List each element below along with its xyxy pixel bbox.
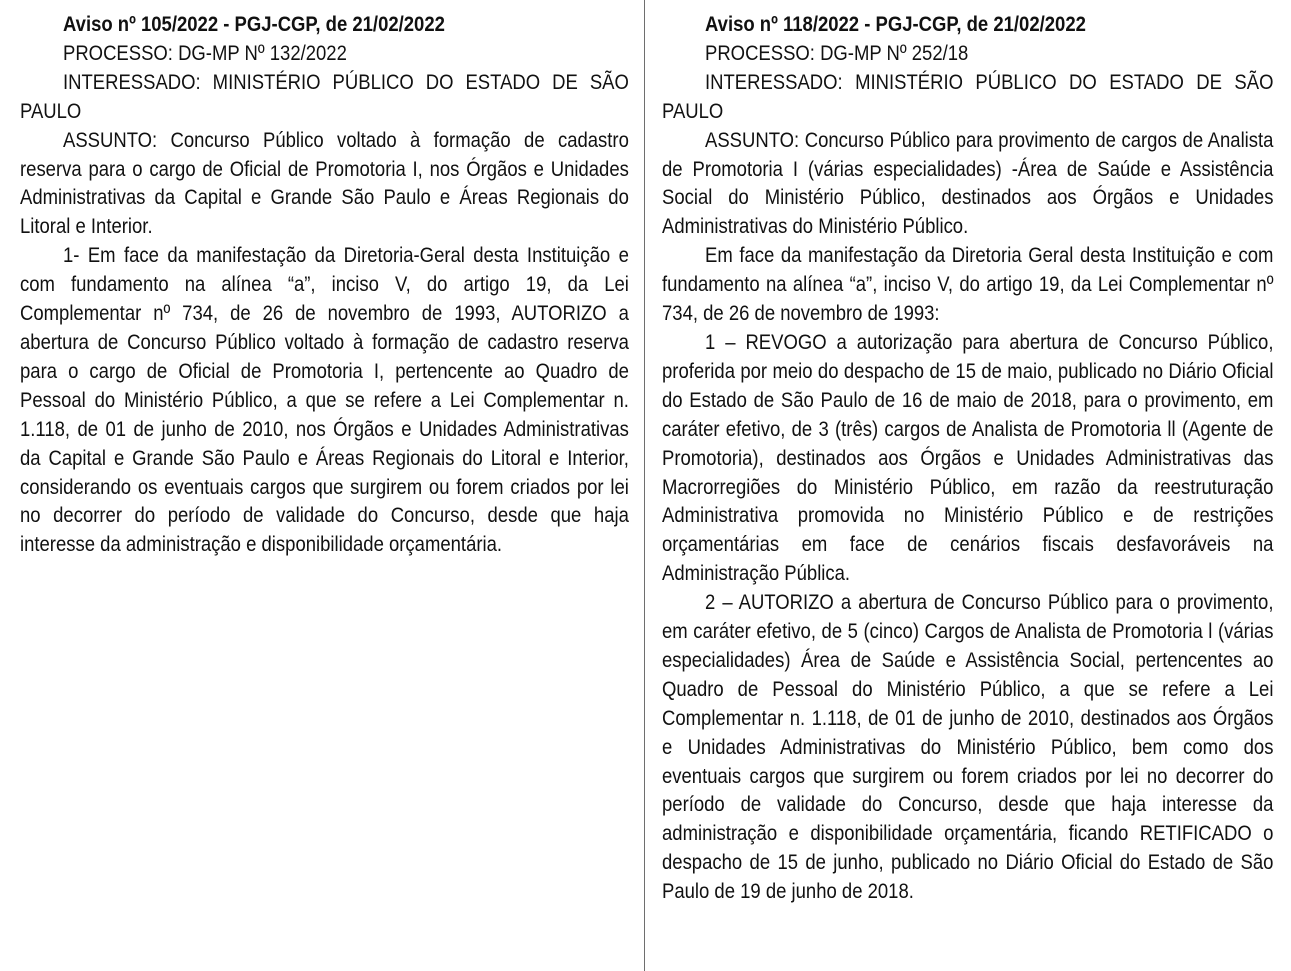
right-column xyxy=(662,10,1273,906)
left-interessado: INTERESSADO: MINISTÉRIO PÚBLICO DO ESTADO DE SÃO PAULO xyxy=(20,69,629,123)
left-assunto: ASSUNTO: Concurso Público voltado à formação de cadastro reserva para o cargo de Oficial de Promotoria I, nos Órgãos e Unidades Administrativas da Capital e Grande São Paulo e Áreas Regionais do Litoral e Interior. xyxy=(20,127,629,239)
left-column xyxy=(20,10,629,559)
right-processo: PROCESSO: DG-MP Nº 252/18 xyxy=(705,40,969,65)
left-processo: PROCESSO: DG-MP Nº 132/2022 xyxy=(63,40,347,65)
right-assunto: ASSUNTO: Concurso Público para provimento de cargos de Analista de Promotoria I (várias especialidades) -Área de Saúde e Assistência Social do Ministério Público, destinados aos Órgãos e Unidades Administrativas do Ministério Público. xyxy=(662,127,1274,239)
left-notice-title: Aviso nº 105/2022 - PGJ-CGP, de 21/02/2022 xyxy=(63,12,445,36)
right-item-1: 1 – REVOGO a autorização para abertura de Concurso Público, proferida por meio do despacho de 15 de maio, publicado no Diário Oficial do Estado de São Paulo de 16 de maio de 2018, para o provimento, em caráter efetivo, de 3 (três) cargos de Analista de Promotoria ll (Agente de Promotoria), destinados aos Órgãos e Unidades Administrativas das Macrorregiões do Ministério Público, em razão da reestruturação Administrativa promovida no Ministério Público e de restrições orçamentárias em face de cenários fiscais desfavoráveis na Administração Pública. xyxy=(662,329,1274,586)
right-notice-title: Aviso nº 118/2022 - PGJ-CGP, de 21/02/2022 xyxy=(705,12,1086,36)
left-item-1: 1- Em face da manifestação da Diretoria-Geral desta Instituição e com fundamento na alínea “a”, inciso V, do artigo 19, da Lei Complementar nº 734, de 26 de novembro de 1993, AUTORIZO a abertura de Concurso Público voltado à formação de cadastro reserva para o cargo de Oficial de Promotoria I, pertencente ao Quadro de Pessoal do Ministério Público, a que se refere a Lei Complementar n. 1.118, de 01 de junho de 2010, nos Órgãos e Unidades Administrativas da Capital e Grande São Paulo e Áreas Regionais do Litoral e Interior, considerando os eventuais cargos que surgirem ou forem criados por lei no decorrer do período de validade do Concurso, desde que haja interesse da administração e disponibilidade orçamentária. xyxy=(20,243,629,557)
right-item-2: 2 – AUTORIZO a abertura de Concurso Público para o provimento, em caráter efetivo, de 5 (cinco) Cargos de Analista de Promotoria l (várias especialidades) Área de Saúde e Assistência Social, pertencentes ao Quadro de Pessoal do Ministério Público, a que se refere a Lei Complementar n. 1.118, de 01 de junho de 2010, destinados aos Órgãos e Unidades Administrativas do Ministério Público, bem como dos eventuais cargos que surgirem ou forem criados por lei no decorrer do período de validade do Concurso, desde que haja interesse da administração e disponibilidade orçamentária, ficando RETIFICADO o despacho de 15 de junho, publicado no Diário Oficial do Estado de São Paulo de 19 de junho de 2018. xyxy=(662,590,1274,904)
column-divider xyxy=(644,0,645,971)
right-preambulo: Em face da manifestação da Diretoria Geral desta Instituição e com fundamento na alínea “a”, inciso V, do artigo 19, da Lei Complementar nº 734, de 26 de novembro de 1993: xyxy=(662,243,1274,326)
right-interessado: INTERESSADO: MINISTÉRIO PÚBLICO DO ESTADO DE SÃO PAULO xyxy=(662,69,1274,123)
